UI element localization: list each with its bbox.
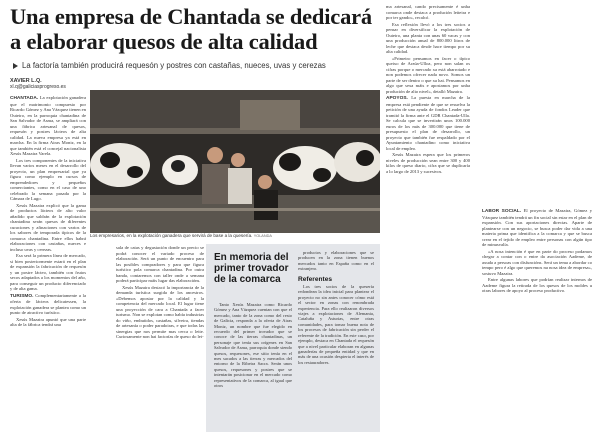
triangle-bullet-icon [13, 63, 18, 69]
paragraph: Tanto Xesús Mazaira como Ricardo Gómez y Ana Vázquez cuentan con que el mercado, tanto de la zona como del resto de Galicia, responda a la oferta de Airas Moniz, un nombre que fue elegido en recuerdo del primer trovador que se conoce de las tierras chantadinas, un personaje que tenía sus orígenes en San Salvador de Asma, parroquia donde siendo quesos, requesones, ese sitio tenía en el mes sacados a las tierras y mercados del entorno de la Ribeira Sacra. Serán unos quesos, requesones y postres que se intentarán posicionar en el mercado como representativos de la comarca, al igual que otros [214, 302, 292, 389]
caption-text: Los empresarios, en la explotación ganadera que servirá de base a la quesería. [90, 233, 253, 238]
photo-credit: YOLANDA [253, 234, 272, 238]
box-subheading: Referentes [298, 275, 333, 283]
paragraph: «A nosa intención é que en parte do proceso podamos chegar a contar con o entre da asociación Aademe, de axuda a persoas con disfuncións. Será un tema a abordar co tempo pero é algo que queremos na nosa idea de empresa», sostuvo Mazaira. [482, 248, 592, 276]
headline-line-1: Una empresa de Chantada se dedicará [10, 4, 372, 29]
article-column-1 [10, 95, 86, 431]
article-column-4 [482, 208, 592, 431]
paragraph: La puesta en marcha de la empresa está pendiente de que se resuelva la petición de una ayuda de fondos Leader que tramitó la firma ante el GDR Chantada-Ulla. Se calcula que se invertirán unos 100.000 euros de los más de 300.000 que tiene de presupuesto el plan de desarrollo, un proyecto que también fue respaldado por el Ayuntamiento chantadino como iniciativa local de empleo. [386, 95, 470, 151]
article-column-3 [386, 4, 470, 431]
paragraph: Los tres componentes de la iniciativa llevan varios meses en el desarrollo del proyecto, un plan empresarial que ya figura como ejemplo en cursos de emprendedores y pequeños comerciantes, como en el caso de uno celebrado la semana pasada por la Cámara de Lugo. [10, 157, 86, 201]
barn-photo-illustration [90, 90, 380, 233]
paragraph: Los tres socios de la quesería redondean la idea inicial para plantear el proyecto no sin antes conocer cómo está el sector en zonas con renombrada experiencia. Para ello realizaron diversos viajes a explotaciones de Alemania, Cataluña y Asturias, entre otras comunidades, para tomar buena nota de los procesos de fabricación sin perder el referente de la tradición. En este caso, por ejemplo, destaca en Chantada el requesón que a nivel particular elaboran en algunas ganaderías de pequeña entidad y que en más de una ocasión despierta el interés de los restauradores. [298, 284, 374, 365]
section-heading: LABOR SOCIAL. [482, 209, 522, 214]
paragraph: productos y elaboraciones que se producen en la zona tienen buenos mercados tanto en España como en el extranjero. [298, 250, 374, 272]
section-heading: APOYOS. [386, 96, 408, 101]
paragraph: Esa reflexión llevó a los tres socios a pensar en diversificar la explotación de Outeiro, una planta con unas 60 vacas y con una producción anual de 800.000 litros de leche que destaca desde hace tiempo por su alta calidad. [386, 21, 470, 54]
subheadline-text: La factoría también producirá requesón y postres con castañas, nueces, uvas y cerezas [22, 61, 326, 70]
box-column-2 [298, 250, 374, 428]
headline-line-2: a elaborar quesos de alta calidad [10, 29, 318, 54]
paragraph: «Primeiro pensamos en facer o típico queixo de Arzúa-Ulloa, pero non salan os cifras porque o mercado xa está abarrotado e non podemos ofrecer nada novo. Somos un parte de ser dentro o que xa hai. Pensamos en algo que sexa máis e apostamos por unha produción de alto nivel», detalló Mazaira. [386, 55, 470, 94]
paragraph: sala de catas y degustación donde un precio se podrá conocer el variado proceso de elaboración. Será un punto de encuentro para las posibles compradores y para que figura turístico pola comarca chantadina. Por outra banda, contaremos con taller onde a semana poderá participar máis lugar das elaboracións. [116, 245, 204, 283]
section-heading: TURISMO. [10, 293, 34, 299]
paragraph: ma artesanal, cando precisamente é unha comarca onde destaca a produción leiteira e por ter gando», recalcó. [386, 4, 470, 20]
paragraph: Complementariamente a la oferta de lácteos delicatessen, la explotación ganadera se plantea como un punto de atractivo turístico. [10, 292, 86, 315]
paragraph: Xesús Mazaira destacó la importancia de la demanda turística surgida de los ancestros. «Debemos apostar por la calidad y la competencia del mercado local. El lugar tiene una proyección de cara a Chantada a facer turismo. Non se explotan como había industrias do viño, embutidos, castañas, silveira, tiendas de artesanía o poder paradoiras, e que todas las sinergias que nos permite mas cerca o leite. Curiosamente non hai factorías de queso do lei- [116, 284, 204, 339]
photo-caption [90, 233, 380, 238]
paragraph: Entre algunas labores que podrían realizar internos de Aademe figura la retirada de los quesos de los moldes u otras labores de apoyo al proceso productivo. [482, 277, 592, 293]
article-column-2 [116, 245, 204, 431]
dateline: CHANTADA. [10, 96, 39, 101]
headline [10, 4, 380, 54]
article-photo [90, 90, 380, 233]
paragraph: Xesús Mazaira explicó que la gama de productos lácteos de alto valor añadido que saldrán de la explotación chantadina serán quesos de diferentes curaciones y afinaciones con varios de los sabores de temporada típicos de la comarca chantadina. Entre ellos habrá elaboraciones con castañas, nueces e incluso uvas y cerezas. [10, 202, 86, 252]
byline [10, 78, 66, 90]
paragraph: Xesús Mazaira apuntó que una parte alta de la fábrica tendrá una [10, 316, 86, 327]
byline-author: XAVIER L.Q. [10, 78, 42, 84]
box-column-1 [214, 302, 292, 428]
paragraph: La explotación ganadera que el matrimonio compuesto por Ricardo Gómez y Ana Vázquez tienen en Outeiro, en la parroquia chantadina de San Salvador de Asma, se ampliará con una fábrica artesanal de quesos, requesón y postres lácteos de alta calidad. La nueva empresa ya está en marcha. En la firma Airas Moniz, en la que también está el concejal nacionalista Xesús Mazaira Varela. [10, 95, 86, 156]
paragraph: Esa será la primera línea de mercado, si bien posteriormente estará en el plan de expansión la fabricación de requesón y un postre lácteo, también con frutos secos adaptados a los momentos del año, para conseguir un producto diferenciado y de alta gama. [10, 253, 86, 291]
subheadline [13, 61, 383, 70]
paragraph: El proyecto de Mazaira, Gómez y Vázquez también tendrá un fin social sin estar en el plan de expansión. Con sus aportaciones directas. Aparte de plantearse con un negocio, se busca poder dar vida a una materia prima que identifica a la comarca y que se busca crear en el tejido de empleo entre personas con algún tipo de minusvalía. [482, 208, 592, 247]
box-title: En memoria del primer trovador de la comarca [214, 252, 289, 285]
sidebar-box [206, 244, 380, 432]
byline-email: xl.q@galiciasprogreso.es [10, 84, 66, 90]
paragraph: Xesús Mazaira espera que los primeros niveles de producción sean entre 300 y 400 kilos de queso diario, cifra que se duplicaría a lo largo de 2013 y sucesivos. [386, 152, 470, 174]
